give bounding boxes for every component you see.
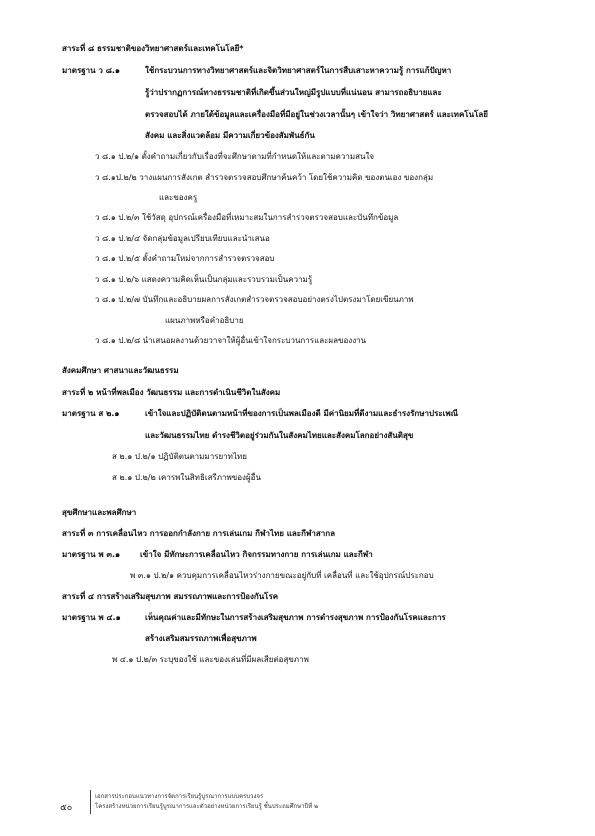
health-indicator-2: พ ๔.๑ ป.๒/๓ ระบุของใช้ และของเล่นที่มีผลเสียต่อสุขภาพ	[112, 655, 309, 664]
science-standard-line-1: ใช้กระบวนการทางวิทยาศาสตร์และจิตวิทยาศาสตร์ในการสืบเสาะหาความรู้ การแก้ปัญหา	[145, 66, 452, 75]
science-indicator-continuation: และของครู	[159, 193, 198, 202]
health-standard-2-code: มาตรฐาน พ ๔.๑	[62, 613, 121, 622]
health-strand-1-heading: สาระที่ ๓ การเคลื่อนไหว การออกกำลังกาย การเล่นเกม กีฬาไทย และกีฬาสากล	[62, 529, 336, 538]
health-standard-2-line-2: สร้างเสริมสมรรถภาพเพื่อสุขภาพ	[145, 634, 257, 643]
science-strand-heading: สาระที่ ๘ ธรรมชาติของวิทยาศาสตร์และเทคโนโลยี*	[62, 44, 244, 53]
science-standard-line-4: สังคม และสิ่งแวดล้อม มีความเกี่ยวข้องสัมพันธ์กัน	[145, 131, 315, 140]
science-indicator: ว ๘.๑ ป.๒/๔ จัดกลุ่มข้อมูลเปรียบเทียบและนำเสนอ	[95, 234, 270, 243]
footer-line-1: เอกสารประกอบแนวทางการจัดการเรียนรู้บูรณาการแบบครบวงจร	[95, 793, 264, 800]
science-indicator: ว ๘.๑ ป.๒/๑ ตั้งคำถามเกี่ยวกับเรื่องที่จะศึกษาตามที่กำหนดให้และตามความสนใจ	[95, 152, 375, 161]
health-indicator-1: พ ๓.๑ ป.๒/๑ ควบคุมการเคลื่อนไหวร่างกายขณะอยู่กับที่ เคลื่อนที่ และใช้อุปกรณ์ประกอบ	[130, 571, 434, 580]
science-indicator: ว ๘.๑ ป.๒/๖ แสดงความคิดเห็นเป็นกลุ่มและรวบรวมเป็นความรู้	[95, 275, 313, 284]
footer-line-2: โครงสร้างหน่วยการเรียนรู้บูรณาการและตัวอย่างหน่วยการเรียนรู้ ชั้นประถมศึกษาปีที่ ๒	[95, 803, 319, 810]
social-strand-heading: สาระที่ ๒ หน้าที่พลเมือง วัฒนธรรม และการดำเนินชีวิตในสังคม	[62, 388, 281, 397]
social-standard-line-2: และวัฒนธรรมไทย ดำรงชีวิตอยู่ร่วมกันในสังคมไทยและสังคมโลกอย่างสันติสุข	[145, 431, 414, 440]
social-indicator: ส ๒.๑ ป.๒/๒ เคารพในสิทธิเสรีภาพของผู้อื่น	[112, 473, 261, 482]
science-indicator: ว ๘.๑ ป.๒/๘ นำเสนอผลงานด้วยวาจาให้ผู้อื่นเข้าใจกระบวนการและผลของงาน	[95, 336, 367, 345]
science-indicator: ว ๘.๑ ป.๒/๗ บันทึกและอธิบายผลการสังเกตสำรวจตรวจสอบอย่างตรงไปตรงมาโดยเขียนภาพ	[95, 295, 414, 304]
health-subject-heading: สุขศึกษาและพลศึกษา	[62, 508, 137, 517]
footer-divider	[90, 790, 91, 814]
science-indicator-continuation: แผนภาพหรือคำอธิบาย	[165, 316, 244, 325]
health-standard-1-text: เข้าใจ มีทักษะการเคลื่อนไหว กิจกรรมทางกาย การเล่นเกม และกีฬา	[140, 550, 373, 559]
health-strand-2-heading: สาระที่ ๔ การสร้างเสริมสุขภาพ สมรรถภาพและการป้องกันโรค	[62, 592, 279, 601]
social-indicator: ส ๒.๑ ป.๒/๑ ปฏิบัติตนตามมารยาทไทย	[112, 452, 247, 461]
science-standard-code: มาตรฐาน ว ๘.๑	[62, 66, 120, 75]
science-standard-line-3: ตรวจสอบได้ ภายใต้ข้อมูลและเครื่องมือที่มีอยู่ในช่วงเวลานั้นๆ เข้าใจว่า วิทยาศาสตร์ และเทคโนโลยี	[145, 110, 488, 119]
social-standard-code: มาตรฐาน ส ๒.๑	[62, 409, 120, 418]
social-subject-heading: สังคมศึกษา ศาสนาและวัฒนธรรม	[62, 366, 179, 375]
science-standard-line-2: รู้ว่าปรากฏการณ์ทางธรรมชาติที่เกิดขึ้นส่วนใหญ่มีรูปแบบที่แน่นอน สามารถอธิบายและ	[145, 88, 442, 97]
health-standard-2-line-1: เห็นคุณค่าและมีทักษะในการสร้างเสริมสุขภาพ การดำรงสุขภาพ การป้องกันโรคและการ	[145, 613, 446, 622]
science-indicator: ว ๘.๑ ป.๒/๕ ตั้งคำถามใหม่จากการสำรวจตรวจสอบ	[95, 254, 275, 263]
health-standard-1-code: มาตรฐาน พ ๓.๑	[62, 550, 121, 559]
social-standard-line-1: เข้าใจและปฏิบัติตนตามหน้าที่ของการเป็นพลเมืองดี มีค่านิยมที่ดีงามและธำรงรักษาประเพณี	[145, 409, 459, 418]
science-indicator: ว ๘.๑ ป.๒/๓ ใช้วัสดุ อุปกรณ์เครื่องมือที่เหมาะสมในการสำรวจตรวจสอบและบันทึกข้อมูล	[95, 213, 399, 222]
page-number: ๕๐	[60, 803, 73, 813]
science-indicator: ว ๘.๑ป.๒/๒ วางแผนการสังเกต สำรวจตรวจสอบศึกษาค้นคว้า โดยใช้ความคิด ของตนเอง ของกลุ่ม	[95, 173, 434, 182]
